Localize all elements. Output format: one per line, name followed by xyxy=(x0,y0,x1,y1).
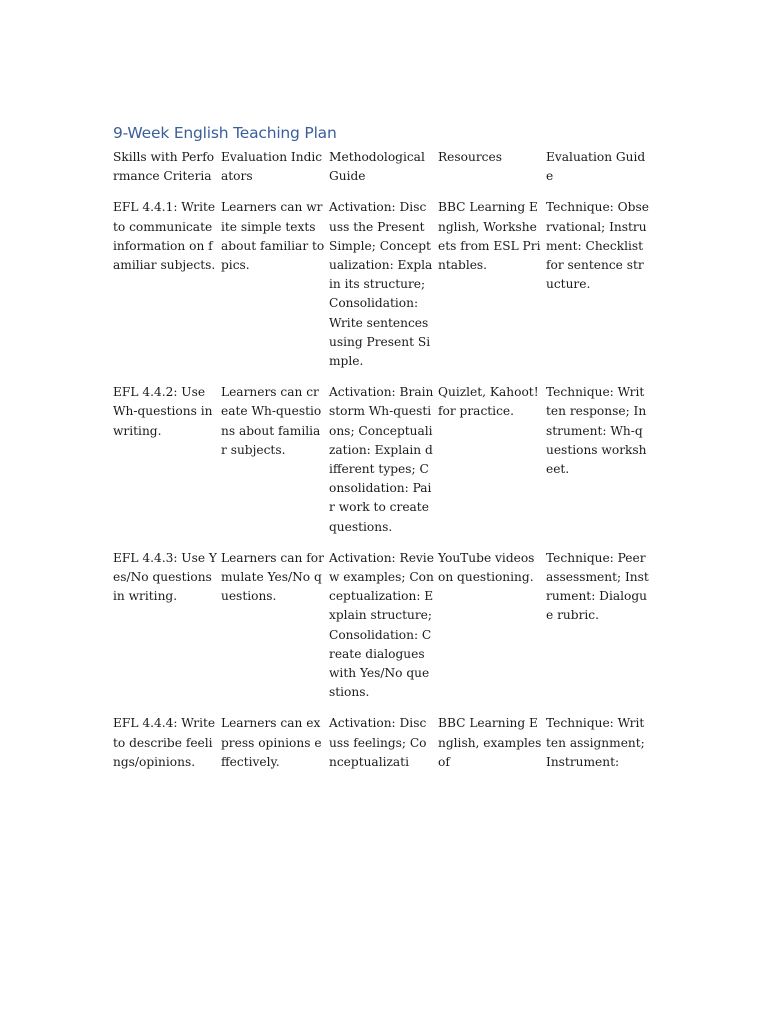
cell-resources: Quizlet, Kahoot! for practice. xyxy=(438,385,539,419)
cell-resources: YouTube videos on questioning. xyxy=(438,550,535,585)
cell-method: Activation: Discuss feelings; Conceptualizati xyxy=(329,716,427,769)
cell-skill: EFL 4.4.1: Write to communicate information on familiar subjects. xyxy=(113,200,216,273)
header-evaluation-guide: Evaluation Guide xyxy=(546,150,646,184)
document-title: 9-Week English Teaching Plan xyxy=(113,124,337,142)
cell-evaluation: Technique: Peer assessment; Instrument: Dialogue rubric. xyxy=(546,550,649,623)
header-row xyxy=(113,148,653,198)
cell-indicator: Learners can express opinions effectively. xyxy=(221,716,322,769)
cell-method: Activation: Discuss the Present Simple; Conceptualization: Explain its structure; Consolidation: Write sentences using Present Simple. xyxy=(329,200,433,369)
table-row xyxy=(113,198,653,383)
header-resources: Resources xyxy=(438,150,502,164)
cell-indicator: Learners can formulate Yes/No questions. xyxy=(221,550,324,604)
cell-resources: BBC Learning English, examples of xyxy=(438,716,542,769)
header-methodological-guide: Methodological Guide xyxy=(329,150,425,184)
cell-skill: EFL 4.4.2: Use Wh-questions in writing. xyxy=(113,385,213,438)
cell-method: Activation: Brainstorm Wh-questions; Conceptualization: Explain different types; Consolidation: Pair work to create questions. xyxy=(329,385,434,534)
header-skills: Skills with Performance Criteria xyxy=(113,150,215,184)
cell-evaluation: Technique: Observational; Instrument: Checklist for sentence structure. xyxy=(546,200,649,292)
cell-skill: EFL 4.4.4: Write to describe feelings/opinions. xyxy=(113,716,216,769)
cell-evaluation: Technique: Written response; Instrument: Wh-questions worksheet. xyxy=(546,385,647,477)
cell-skill: EFL 4.4.3: Use Yes/No questions in writing. xyxy=(113,550,217,604)
table-row xyxy=(113,383,653,549)
cell-indicator: Learners can create Wh-questions about familiar subjects. xyxy=(221,385,322,457)
cell-indicator: Learners can write simple texts about familiar topics. xyxy=(221,200,325,273)
cell-evaluation: Technique: Written assignment; Instrument: xyxy=(546,716,645,769)
cell-resources: BBC Learning English, Worksheets from ESL Printables. xyxy=(438,200,541,273)
table-row xyxy=(113,549,653,715)
teaching-plan-table xyxy=(113,148,653,784)
header-evaluation-indicators: Evaluation Indicators xyxy=(221,150,323,184)
cell-method: Activation: Review examples; Conceptualization: Explain structure; Consolidation: Create dialogues with Yes/No questions. xyxy=(329,550,434,700)
table-row xyxy=(113,714,653,784)
table-body xyxy=(113,198,653,784)
table-header xyxy=(113,148,653,198)
